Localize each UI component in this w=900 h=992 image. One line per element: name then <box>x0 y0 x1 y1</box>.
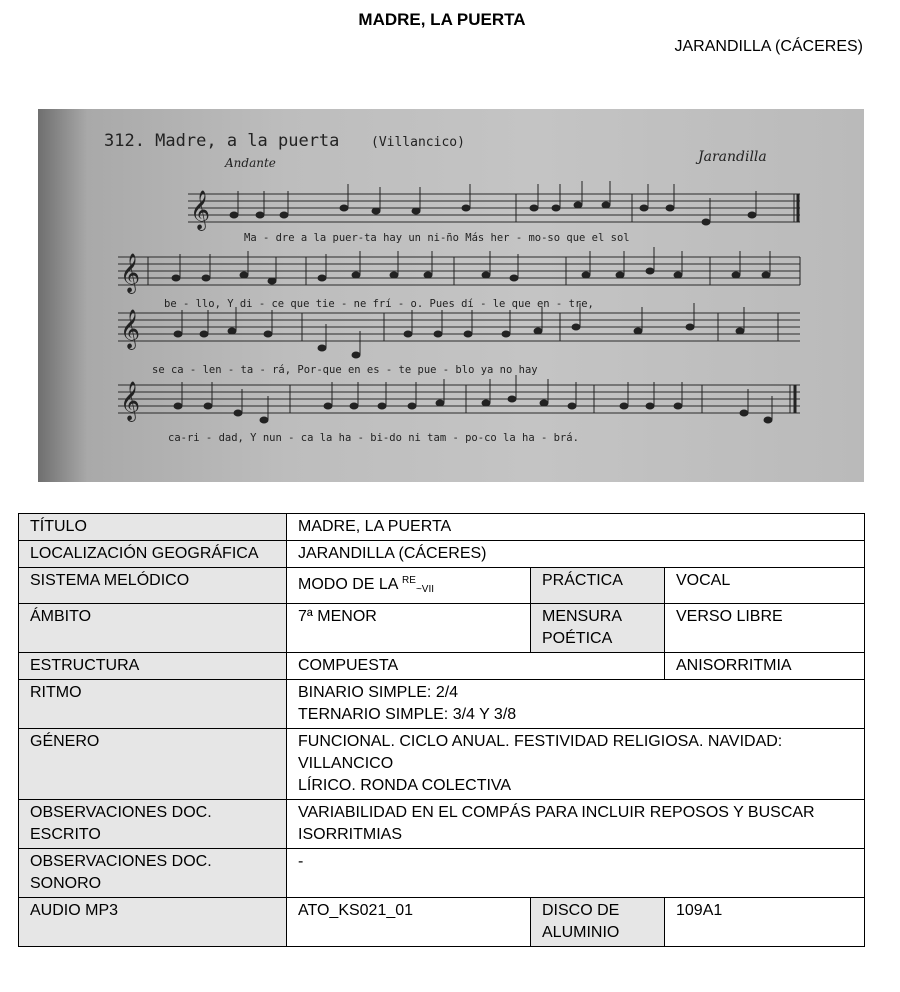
value-ritmo-line-1: BINARIO SIMPLE: 2/4 <box>298 684 459 701</box>
metadata-table <box>18 513 865 947</box>
label-disco: DISCO DE ALUMINIO <box>531 898 665 947</box>
score-image <box>38 109 864 482</box>
row-titulo <box>19 514 865 541</box>
row-estructura <box>19 653 865 680</box>
score-place: Jarandilla <box>698 149 767 165</box>
label-obs-sonoro: OBSERVACIONES DOC. SONORO <box>19 849 287 898</box>
staff-1-notes <box>230 181 798 225</box>
lyrics-line-2: be - llo, Y di - ce que tie - ne frí - o. Pues dí - le que en - tre, <box>164 298 594 310</box>
staff-1 <box>188 194 800 222</box>
label-mensura: MENSURA POÉTICA <box>531 604 665 653</box>
score-svg <box>38 109 864 482</box>
lyrics-line-4: ca-ri - dad, Y nun - ca la ha - bi-do ni tam - po-co la ha - brá. <box>168 432 579 444</box>
value-sistema-text: MODO DE LA <box>298 576 403 593</box>
label-localizacion: LOCALIZACIÓN GEOGRÁFICA <box>19 541 287 568</box>
label-estructura: ESTRUCTURA <box>19 653 287 680</box>
row-ambito <box>19 604 865 653</box>
label-practica: PRÁCTICA <box>531 568 665 604</box>
treble-clef-icon: 𝄞 <box>120 254 141 292</box>
value-localizacion: JARANDILLA (CÁCERES) <box>287 541 865 568</box>
score-tempo: Andante <box>225 156 276 170</box>
value-sistema-sub: ~VII <box>415 584 435 595</box>
value-disco: 109A1 <box>665 898 865 947</box>
value-obs-sonoro: - <box>287 849 865 898</box>
value-audio: ATO_KS021_01 <box>287 898 531 947</box>
label-ambito: ÁMBITO <box>19 604 287 653</box>
staff-3-notes <box>174 303 778 358</box>
staff-3 <box>118 313 800 341</box>
staff-2-notes <box>148 247 800 285</box>
row-audio <box>19 898 865 947</box>
value-obs-escrito: VARIABILIDAD EN EL COMPÁS PARA INCLUIR REPOSOS Y BUSCAR ISORRITMIAS <box>287 800 865 849</box>
lyrics-line-1: Ma - dre a la puer-ta hay un ni-ño Más her - mo-so que el sol <box>244 232 630 244</box>
value-genero-line-1: FUNCIONAL. CICLO ANUAL. FESTIVIDAD RELIGIOSA. NAVIDAD: VILLANCICO <box>298 733 783 772</box>
label-genero: GÉNERO <box>19 729 287 800</box>
value-sistema-sup: RE <box>402 575 416 586</box>
label-ritmo: RITMO <box>19 680 287 729</box>
treble-clef-icon: 𝄞 <box>120 310 141 348</box>
label-sistema: SISTEMA MELÓDICO <box>19 568 287 604</box>
score-heading: 312. Madre, a la puerta <box>104 131 340 151</box>
treble-clef-icon: 𝄞 <box>120 382 141 420</box>
row-obs-sonoro <box>19 849 865 898</box>
value-sistema <box>287 568 531 604</box>
value-ritmo <box>287 680 865 729</box>
treble-clef-icon: 𝄞 <box>190 191 211 229</box>
row-sistema <box>19 568 865 604</box>
row-ritmo <box>19 680 865 729</box>
value-genero-line-2: LÍRICO. RONDA COLECTIVA <box>298 777 512 794</box>
value-practica: VOCAL <box>665 568 865 604</box>
value-estructura: COMPUESTA <box>287 653 665 680</box>
document-location: JARANDILLA (CÁCERES) <box>674 38 863 55</box>
value-mensura: VERSO LIBRE <box>665 604 865 653</box>
row-obs-escrito <box>19 800 865 849</box>
value-ritmo-line-2: TERNARIO SIMPLE: 3/4 Y 3/8 <box>298 706 517 723</box>
score-heading-paren: (Villancico) <box>371 135 465 150</box>
staff-4 <box>118 385 800 413</box>
staff-2 <box>118 257 800 285</box>
value-titulo: MADRE, LA PUERTA <box>287 514 865 541</box>
document-title: MADRE, LA PUERTA <box>358 10 526 29</box>
row-localizacion <box>19 541 865 568</box>
value-ambito: 7ª MENOR <box>287 604 531 653</box>
label-titulo: TÍTULO <box>19 514 287 541</box>
value-estructura-extra: ANISORRITMIA <box>665 653 865 680</box>
label-obs-escrito: OBSERVACIONES DOC. ESCRITO <box>19 800 287 849</box>
row-genero <box>19 729 865 800</box>
label-audio: AUDIO MP3 <box>19 898 287 947</box>
lyrics-line-3: se ca - len - ta - rá, Por-que en es - te pue - blo ya no hay <box>152 364 538 376</box>
value-genero <box>287 729 865 800</box>
